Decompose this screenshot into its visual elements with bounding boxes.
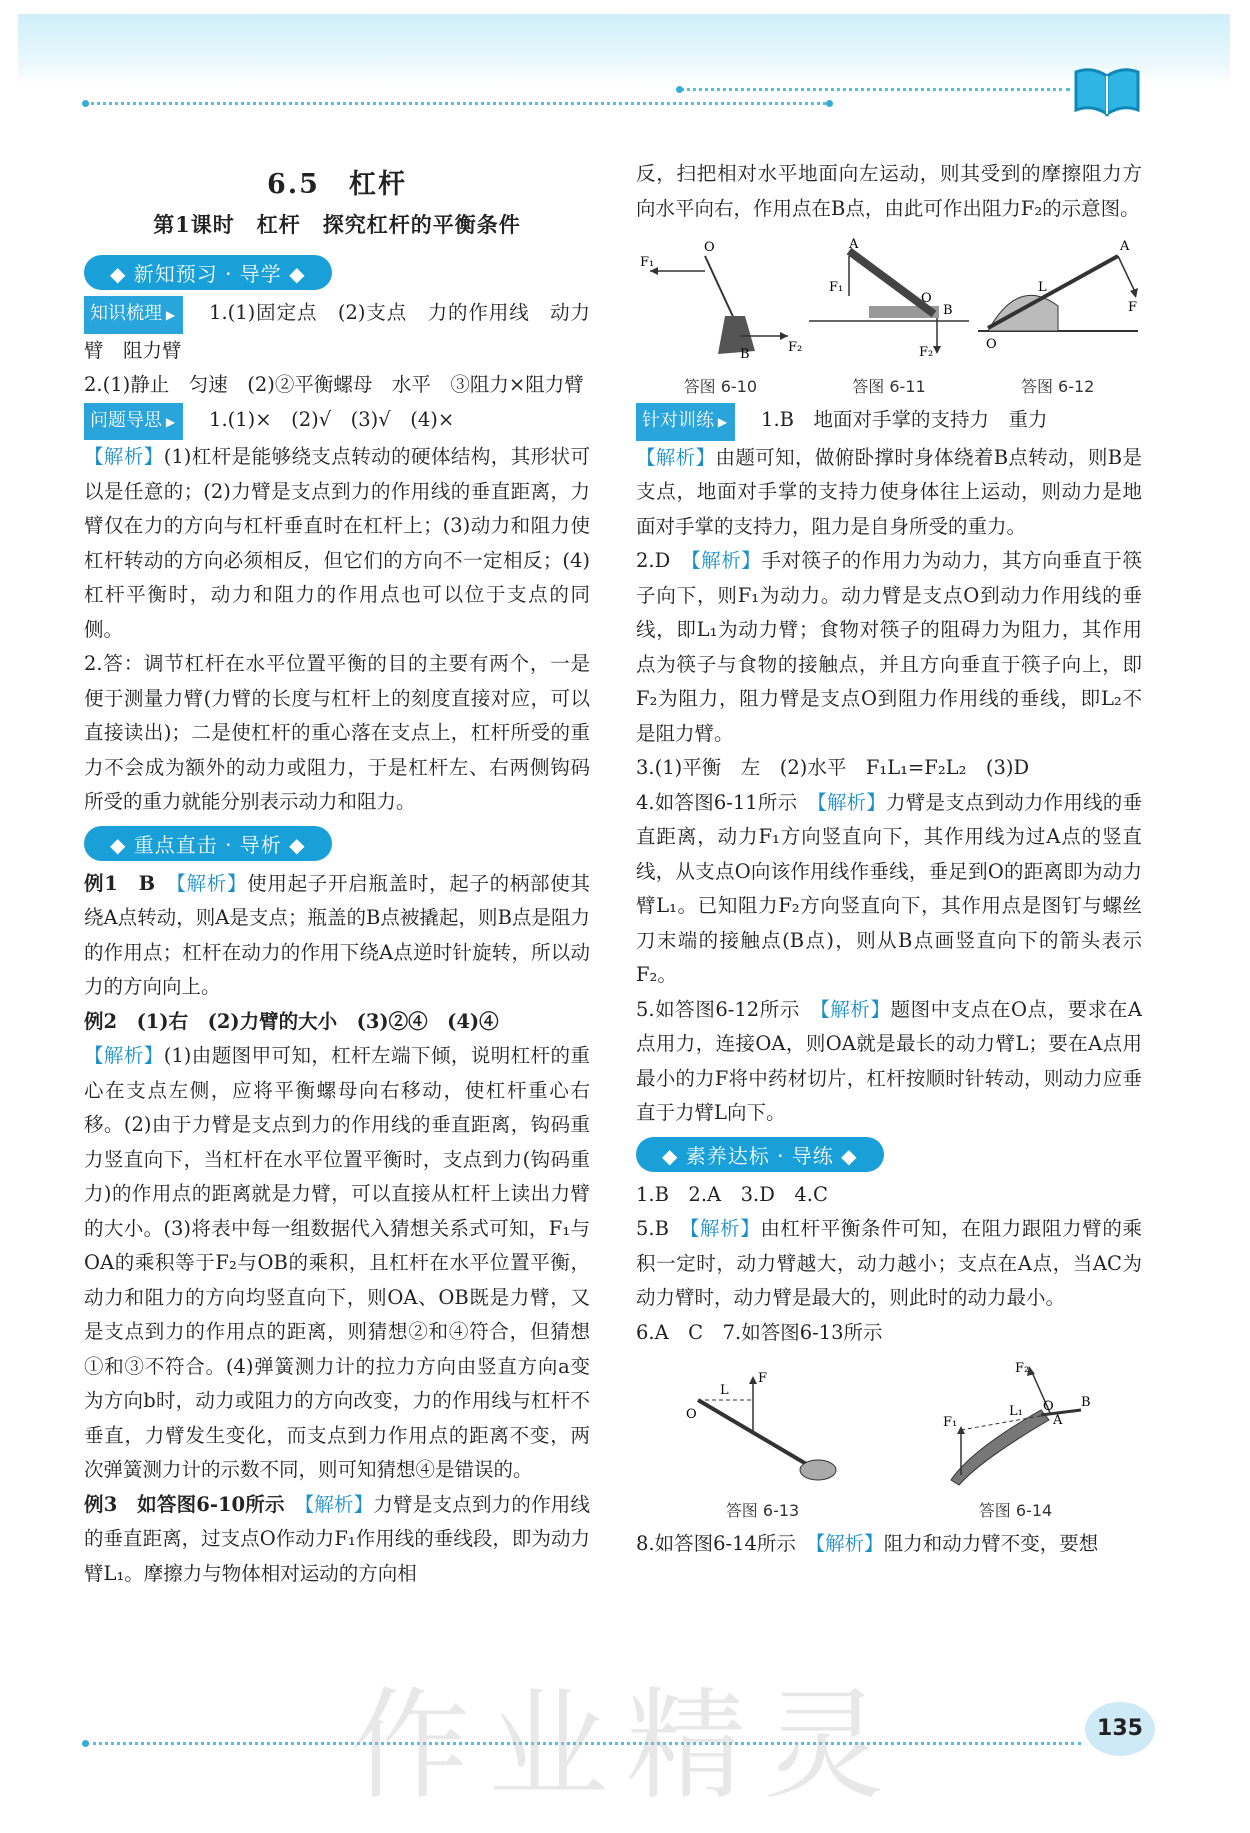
tag-knowledge: 知识梳理 ▶	[84, 296, 183, 334]
practice-1: 针对训练 ▶ 1.B 地面对手掌的支持力 重力	[636, 403, 1142, 441]
lesson-subtitle: 第1课时 杠杆 探究杠杆的平衡条件	[153, 212, 521, 237]
example-3: 例3 如答图6-10所示 【解析】力臂是支点到力的作用线的垂直距离，过支点O作动力F₁作用线的垂线段，即为动力臂L₁。摩擦力与物体相对运动的方向相	[84, 1492, 590, 1585]
svg-text:L: L	[719, 1383, 729, 1398]
header-dot	[82, 100, 89, 107]
pliers-lever-diagram	[931, 1360, 1101, 1490]
svg-text:A: A	[1052, 1413, 1062, 1428]
svg-text:F₁: F₁	[942, 1415, 957, 1430]
answer-2: 2.答：调节杠杆在水平位置平衡的目的主要有两个，一是便于测量力臂(力臂的长度与杠杆上的刻度直接对应，可以直接读出)；二是使杠杆的重心落在支点上，杠杆所受的重力不会成为额外的动力或阻力，于是杠杆左、右两侧钩码所受的重力就能分别表示动力和阻力。	[84, 652, 590, 813]
left-column	[84, 150, 590, 1591]
svg-text:F: F	[757, 1371, 767, 1386]
svg-text:O: O	[985, 337, 997, 352]
header-dotted-line	[680, 88, 1070, 91]
literacy-answers: 1.B 2.A 3.D 4.C	[636, 1182, 828, 1206]
explanation: 【解析】(1)杠杆是能够绕支点转动的硬体结构，其形状可以是任意的；(2)力臂是支点到力的作用线的垂直距离，力臂仅在力的方向与杠杆垂直时在杠杆上；(3)动力和阻力使杠杆转动的方向必须相反，但它们的方向不一定相反；(4)杠杆平衡时，动力和阻力的作用点也可以位于支点的同侧。	[84, 445, 590, 641]
svg-text:O: O	[704, 240, 715, 255]
figure-6-14: F₁ F₂ L₁ O A B 答图 6-14	[931, 1360, 1101, 1521]
literacy-8: 8.如答图6-14所示 【解析】阻力和动力臂不变，要想	[636, 1532, 1099, 1555]
svg-text:B: B	[1080, 1395, 1091, 1410]
figure-6-10: F₁ F₂ O B 答图 6-10	[640, 236, 800, 397]
svg-text:A: A	[848, 237, 859, 252]
header-dot	[676, 86, 683, 93]
figure-6-13: F L O 答图 6-13	[678, 1360, 848, 1521]
svg-text:F₂: F₂	[1014, 1361, 1029, 1376]
continued-text: 反，扫把相对水平地面向左运动，则其受到的摩擦阻力方向水平向右，作用点在B点，由此可作出阻力F₂的示意图。	[636, 162, 1142, 220]
svg-text:O: O	[685, 1407, 697, 1422]
example-2-explanation: 【解析】(1)由题图甲可知，杠杆左端下倾，说明杠杆的重心在支点左侧，应将平衡螺母向右移动，使杠杆重心右移。(2)由于力臂是支点到力的作用线的垂直距离，钩码重力竖直向下，当杠杆在水平位置平衡时，支点到力(钩码重力)的作用点的距离就是力臂，可以直接从杠杆上读出力臂的大小。(3)将表中每一组数据代入猜想关系式可知，F₁与OA的乘积等于F₂与OB的乘积，且杠杆在水平位置平衡，动力和阻力的方向均竖直向下，则OA、OB既是力臂，又是支点到力的作用点的距离，则猜想②和④符合，但猜想①和③不符合。(4)弹簧测力计的拉力方向由竖直方向a变为方向b时，动力或阻力的方向改变，力的作用线与杠杆不垂直，力臂发生变化，而支点到力作用点的距离不变，两次弹簧测力计的示数不同，则可知猜想④是错误的。	[84, 1044, 590, 1481]
svg-text:L₁: L₁	[1008, 1404, 1023, 1419]
cutter-lever-diagram	[978, 236, 1138, 366]
practice-3: 3.(1)平衡 左 (2)水平 F₁L₁=F₂L₂ (3)D	[636, 756, 1030, 779]
question-guide: 问题导思 ▶ 1.(1)× (2)√ (3)√ (4)×	[84, 403, 590, 441]
footer-dot	[82, 1740, 89, 1747]
literacy-5: 5.B 【解析】由杠杆平衡条件可知，在阻力跟阻力臂的乘积一定时，动力臂越大，动力越小；支点在A点，当AC为动力臂时，动力臂是最大的，则此时的动力最小。	[636, 1217, 1142, 1309]
practice-4: 4.如答图6-11所示 【解析】力臂是支点到动力作用线的垂直距离，动力F₁方向竖直向下，其作用线为过A点的竖直线，从支点O向该作用线作垂线，垂足到O的距离即为动力臂L₁。已知阻力F₂方向竖直向下，其作用点是图钉与螺丝刀末端的接触点(B点)，则从B点画竖直向下的箭头表示F₂。	[636, 790, 1142, 986]
section-banner-literacy: ◆ 素养达标 · 导练 ◆	[636, 1137, 884, 1172]
figures-6-10-to-6-12	[636, 236, 1142, 397]
answer-line: 2.(1)静止 匀速 (2)②平衡螺母 水平 ③阻力×阻力臂	[84, 373, 584, 396]
section-banner-preview: ◆ 新知预习 · 导学 ◆	[84, 255, 332, 290]
svg-text:F₂: F₂	[918, 345, 934, 360]
svg-text:L: L	[1037, 280, 1047, 295]
section-title: 6.5 杠杆	[267, 169, 407, 200]
broom-lever-diagram	[640, 236, 803, 366]
spoon-lever-diagram	[678, 1360, 848, 1490]
screwdriver-lever-diagram	[809, 236, 969, 366]
watermark: 作业精灵	[350, 1677, 902, 1816]
header-dotted-line	[86, 102, 826, 105]
tag-practice: 针对训练 ▶	[636, 403, 735, 441]
svg-text:F: F	[1127, 300, 1137, 315]
figure-6-11: F₁ F₂ A O B 答图 6-11	[809, 236, 969, 397]
svg-text:O: O	[1042, 1399, 1054, 1414]
svg-text:F₁: F₁	[640, 255, 655, 270]
literacy-6-7: 6.A C 7.如答图6-13所示	[636, 1320, 883, 1344]
section-banner-key: ◆ 重点直击 · 导析 ◆	[84, 826, 332, 861]
svg-text:B: B	[942, 303, 953, 318]
practice-1-explanation: 【解析】由题可知，做俯卧撑时身体绕着B点转动，则B是支点，地面对手掌的支持力使身体往上运动，则动力是地面对手掌的支持力，阻力是自身所受的重力。	[636, 445, 1142, 538]
svg-text:B: B	[740, 347, 750, 362]
open-book-icon	[1072, 64, 1142, 122]
header-dot	[826, 100, 833, 107]
example-1: 例1 B 【解析】使用起子开启瓶盖时，起子的柄部使其绕A点转动，则A是支点；瓶盖的B点被撬起，则B点是阻力的作用点；杠杆在动力的作用下绕A点逆时针旋转，所以动力的方向向上。	[84, 871, 590, 998]
svg-text:F₁: F₁	[828, 280, 844, 295]
example-2: 例2 (1)右 (2)力臂的大小 (3)②④ (4)④	[84, 1009, 499, 1033]
svg-text:A: A	[1119, 239, 1130, 254]
svg-text:O: O	[920, 291, 932, 306]
knowledge-sorting: 知识梳理 ▶ 1.(1)固定点 (2)支点 力的作用线 动力臂 阻力臂	[84, 296, 590, 368]
right-column	[636, 157, 1142, 1562]
practice-2: 2.D 【解析】手对筷子的作用力为动力，其方向垂直于筷子向下，则F₁为动力。动力臂是支点O到动力作用线的垂线，即L₁为动力臂；食物对筷子的阻碍力为阻力，其作用点为筷子与食物的接触点，并且方向垂直于筷子向上，即F₂为阻力，阻力臂是支点O到阻力作用线的垂线，即L₂不是阻力臂。	[636, 549, 1142, 745]
page-number: 135	[1085, 1702, 1155, 1756]
figure-6-12: O A F L 答图 6-12	[978, 236, 1138, 397]
svg-text:F₂: F₂	[788, 340, 803, 355]
header-band	[18, 14, 1230, 84]
tag-question: 问题导思 ▶	[84, 403, 183, 441]
figures-6-13-6-14	[636, 1360, 1142, 1521]
footer-dotted-line	[86, 1742, 1081, 1745]
practice-5: 5.如答图6-12所示 【解析】题图中支点在O点，要求在A点用力，连接OA，则OA就是最长的动力臂L；要在A点用最小的力F将中药材切片，杠杆按顺时针转动，则动力应垂直于力臂L向下。	[636, 997, 1142, 1124]
